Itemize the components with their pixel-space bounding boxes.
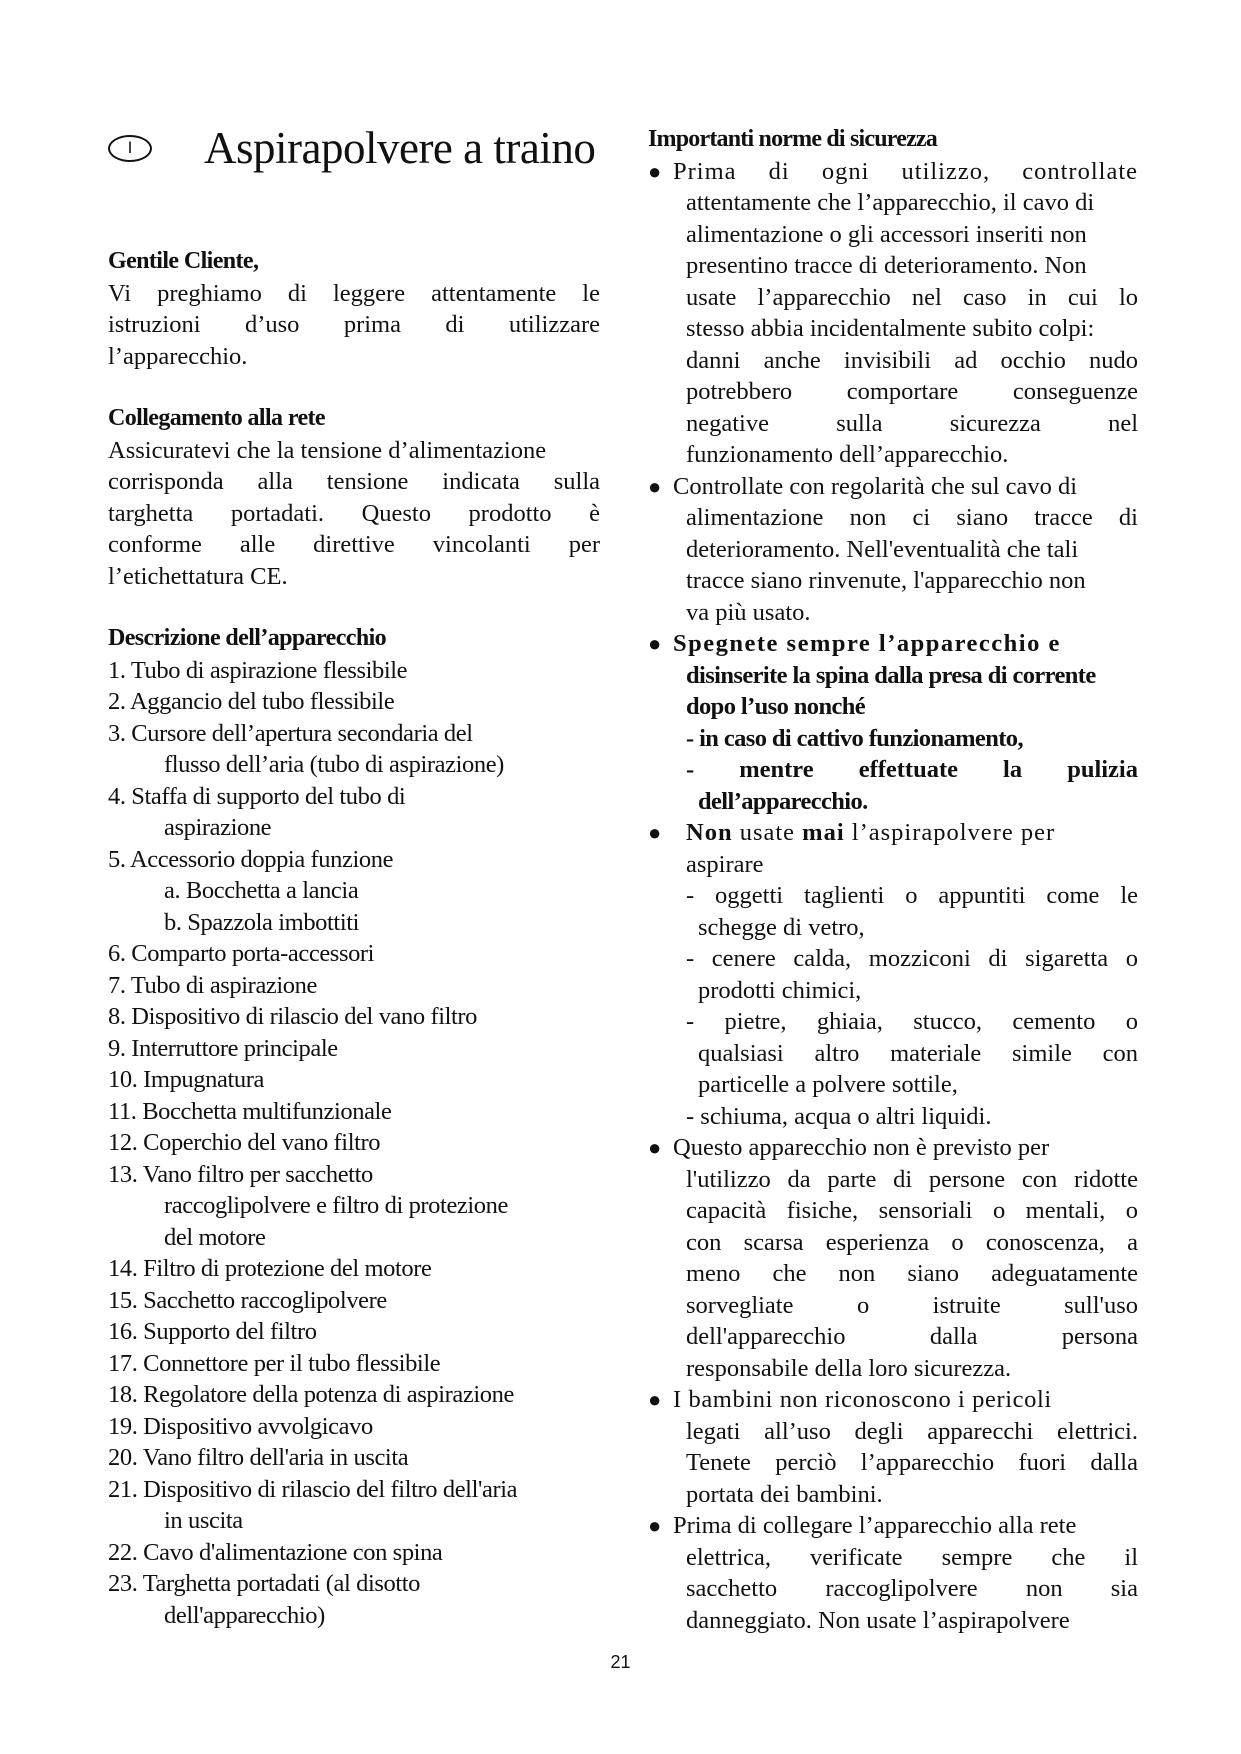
safety-bullet <box>648 156 1138 188</box>
page-number: 21 <box>610 1652 631 1672</box>
emphasis-mai: mai <box>802 819 845 846</box>
bullet-line: elettrica, verificate sempre che il <box>686 1543 1138 1571</box>
bullet-line: qualsiasi altro materiale simile con <box>698 1039 1138 1067</box>
emphasis-non: Non <box>686 819 733 846</box>
right-column <box>648 124 1138 1636</box>
safety-bullet <box>648 1510 1138 1542</box>
greeting-heading: Gentile Cliente, <box>108 248 259 274</box>
list-item: 23. Targhetta portadati (al disotto <box>108 1570 421 1597</box>
safety-bullet <box>648 1384 1138 1416</box>
connection-line: corrisponda alla tensione indicata sulla <box>108 468 600 495</box>
list-item: 18. Regolatore della potenza di aspirazione <box>108 1381 514 1408</box>
bullet-line: stesso abbia incidentalmente subito colpi: <box>686 315 1095 342</box>
bullet-line: schegge di vetro, <box>698 913 865 941</box>
list-item: 8. Dispositivo di rilascio del vano filtro <box>108 1003 478 1030</box>
bullet-dot-icon: ● <box>648 158 662 184</box>
list-item: 12. Coperchio del vano filtro <box>108 1129 381 1156</box>
bullet-line: disinserite la spina dalla presa di corrente <box>686 661 1096 689</box>
list-item-continuation: raccoglipolvere e filtro di protezione <box>164 1192 508 1219</box>
safety-bullet <box>648 628 1138 660</box>
left-column <box>108 118 600 1631</box>
list-item: 6. Comparto porta-accessori <box>108 940 375 967</box>
list-subitem: a. Bocchetta a lancia <box>164 877 359 904</box>
bullet-text: usate <box>732 819 803 846</box>
bullet-line: con scarsa esperienza o conoscenza, a <box>686 1228 1138 1256</box>
bullet-line: danni anche invisibili ad occhio nudo <box>686 346 1138 374</box>
bullet-line: danneggiato. Non usate l’aspirapolvere <box>686 1606 1070 1634</box>
greeting-line: l’apparecchio. <box>108 342 248 370</box>
bullet-dot-icon: ● <box>648 820 662 845</box>
bullet-line: Controllate con regolarità che sul cavo di <box>673 472 1078 500</box>
list-item: 2. Aggancio del tubo flessibile <box>108 688 395 715</box>
safety-heading: Importanti norme di sicurezza <box>648 126 937 152</box>
bullet-line: - mentre effettuate la pulizia <box>686 756 1138 783</box>
bullet-dot-icon: ● <box>648 1513 662 1538</box>
list-item-continuation: del motore <box>164 1223 266 1251</box>
list-item: 15. Sacchetto raccoglipolvere <box>108 1286 387 1314</box>
bullet-line: - cenere calda, mozziconi di sigaretta o <box>686 945 1138 972</box>
connection-line: targhetta portadati. Questo prodotto è <box>108 499 600 527</box>
greeting-section <box>108 246 600 372</box>
bullet-line: legati all’uso degli apparecchi elettrici. <box>686 1417 1138 1445</box>
list-item: 21. Dispositivo di rilascio del filtro dell'aria <box>108 1475 518 1503</box>
bullet-line: usate l’apparecchio nel caso in cui lo <box>686 283 1138 311</box>
bullet-line: prodotti chimici, <box>698 976 862 1004</box>
bullet-line: sorvegliate o istruite sull'uso <box>686 1291 1138 1319</box>
bullet-line: presentino tracce di deterioramento. Non <box>686 252 1087 279</box>
bullet-line: dopo l’uso nonché <box>686 693 866 720</box>
list-item: 19. Dispositivo avvolgicavo <box>108 1412 373 1440</box>
bullet-line: meno che non siano adeguatamente <box>686 1260 1138 1287</box>
bullet-line: capacità fisiche, sensoriali o mentali, o <box>686 1197 1138 1224</box>
bullet-line: funzionamento dell’apparecchio. <box>686 441 1009 468</box>
list-item: 13. Vano filtro per sacchetto <box>108 1160 373 1188</box>
bullet-line: - oggetti taglienti o appuntiti come le <box>686 882 1138 909</box>
list-item: 22. Cavo d'alimentazione con spina <box>108 1538 443 1566</box>
bullet-line: Prima di collegare l’apparecchio alla rete <box>673 1512 1077 1539</box>
bullet-line: Tenete perciò l’apparecchio fuori dalla <box>686 1449 1138 1476</box>
bullet-line: tracce siano rinvenute, l'apparecchio non <box>686 567 1086 594</box>
bullet-line: l'utilizzo da parte di persone con ridotte <box>686 1165 1138 1193</box>
list-item: 11. Bocchetta multifunzionale <box>108 1097 392 1125</box>
list-item: 16. Supporto del filtro <box>108 1318 317 1345</box>
bullet-text: l’aspirapolvere per <box>844 819 1056 846</box>
bullet-line: I bambini non riconoscono i pericoli <box>673 1386 1052 1413</box>
description-heading: Descrizione dell’apparecchio <box>108 625 387 651</box>
safety-bullet <box>648 471 1138 503</box>
bullet-line: aspirare <box>686 850 764 878</box>
greeting-line: istruzioni d’uso prima di utilizzare <box>108 311 600 338</box>
page-title: Aspirapolvere a traino <box>204 123 596 173</box>
bullet-line: - in caso di cattivo funzionamento, <box>686 724 1023 752</box>
greeting-line: Vi preghiamo di leggere attentamente le <box>108 279 600 307</box>
bullet-line: potrebbero comportare conseguenze <box>686 378 1138 405</box>
title-row <box>108 118 600 178</box>
bullet-dot-icon: ● <box>648 1387 662 1412</box>
bullet-line: va più usato. <box>686 598 811 626</box>
connection-section <box>108 403 600 592</box>
safety-bullet <box>648 817 1138 849</box>
bullet-line: alimentazione o gli accessori inseriti non <box>686 220 1087 248</box>
bullet-dot-icon: ● <box>648 631 662 656</box>
bullet-line: portata dei bambini. <box>686 1480 883 1508</box>
list-subitem: b. Spazzola imbottiti <box>164 908 360 936</box>
bullet-line: alimentazione non ci siano tracce di <box>686 504 1138 531</box>
bullet-dot-icon: ● <box>648 473 662 499</box>
bullet-line: responsabile della loro sicurezza. <box>686 1354 1012 1382</box>
list-item: 20. Vano filtro dell'aria in uscita <box>108 1444 409 1471</box>
connection-line: Assicuratevi che la tensione d’alimentazione <box>108 436 547 464</box>
bullet-line: dell'apparecchio dalla persona <box>686 1323 1138 1350</box>
bullet-line: deterioramento. Nell'eventualità che tali <box>686 535 1079 563</box>
list-item: 17. Connettore per il tubo flessibile <box>108 1349 441 1377</box>
list-item-continuation: aspirazione <box>164 814 272 841</box>
bullet-line: attentamente che l’apparecchio, il cavo di <box>686 189 1095 216</box>
connection-heading: Collegamento alla rete <box>108 405 325 431</box>
bullet-line: negative sulla sicurezza nel <box>686 409 1138 437</box>
list-item-continuation: in uscita <box>164 1507 243 1534</box>
bullet-line: particelle a polvere sottile, <box>698 1071 958 1098</box>
list-item: 1. Tubo di aspirazione flessibile <box>108 656 408 684</box>
list-item: 14. Filtro di protezione del motore <box>108 1255 432 1282</box>
bullet-line: dell’apparecchio. <box>698 787 868 815</box>
bullet-line: Questo apparecchio non è previsto per <box>673 1134 1050 1161</box>
list-item: 5. Accessorio doppia funzione <box>108 845 394 873</box>
parts-list <box>108 623 600 1631</box>
bullet-line: - pietre, ghiaia, stucco, cemento o <box>686 1008 1138 1035</box>
list-item-continuation: dell'apparecchio) <box>164 1601 325 1629</box>
bullet-line: sacchetto raccoglipolvere non sia <box>686 1575 1138 1602</box>
list-item-continuation: flusso dell’aria (tubo di aspirazione) <box>164 751 504 778</box>
list-item: 4. Staffa di supporto del tubo di <box>108 782 406 810</box>
connection-line: conforme alle direttive vincolanti per <box>108 531 600 558</box>
bullet-line: Prima di ogni utilizzo, controllate <box>673 157 1138 185</box>
connection-line: l’etichettatura CE. <box>108 562 288 590</box>
list-item: 3. Cursore dell’apertura secondaria del <box>108 719 473 747</box>
list-item: 7. Tubo di aspirazione <box>108 971 317 999</box>
safety-bullet <box>648 1132 1138 1164</box>
bullet-line: Spegnete sempre l’apparecchio e <box>673 630 1061 657</box>
language-badge: I <box>108 135 152 162</box>
bullet-dot-icon: ● <box>648 1135 662 1160</box>
list-item: 9. Interruttore principale <box>108 1034 338 1062</box>
bullet-line <box>673 817 1138 849</box>
bullet-line: - schiuma, acqua o altri liquidi. <box>686 1102 992 1130</box>
list-item: 10. Impugnatura <box>108 1066 264 1093</box>
